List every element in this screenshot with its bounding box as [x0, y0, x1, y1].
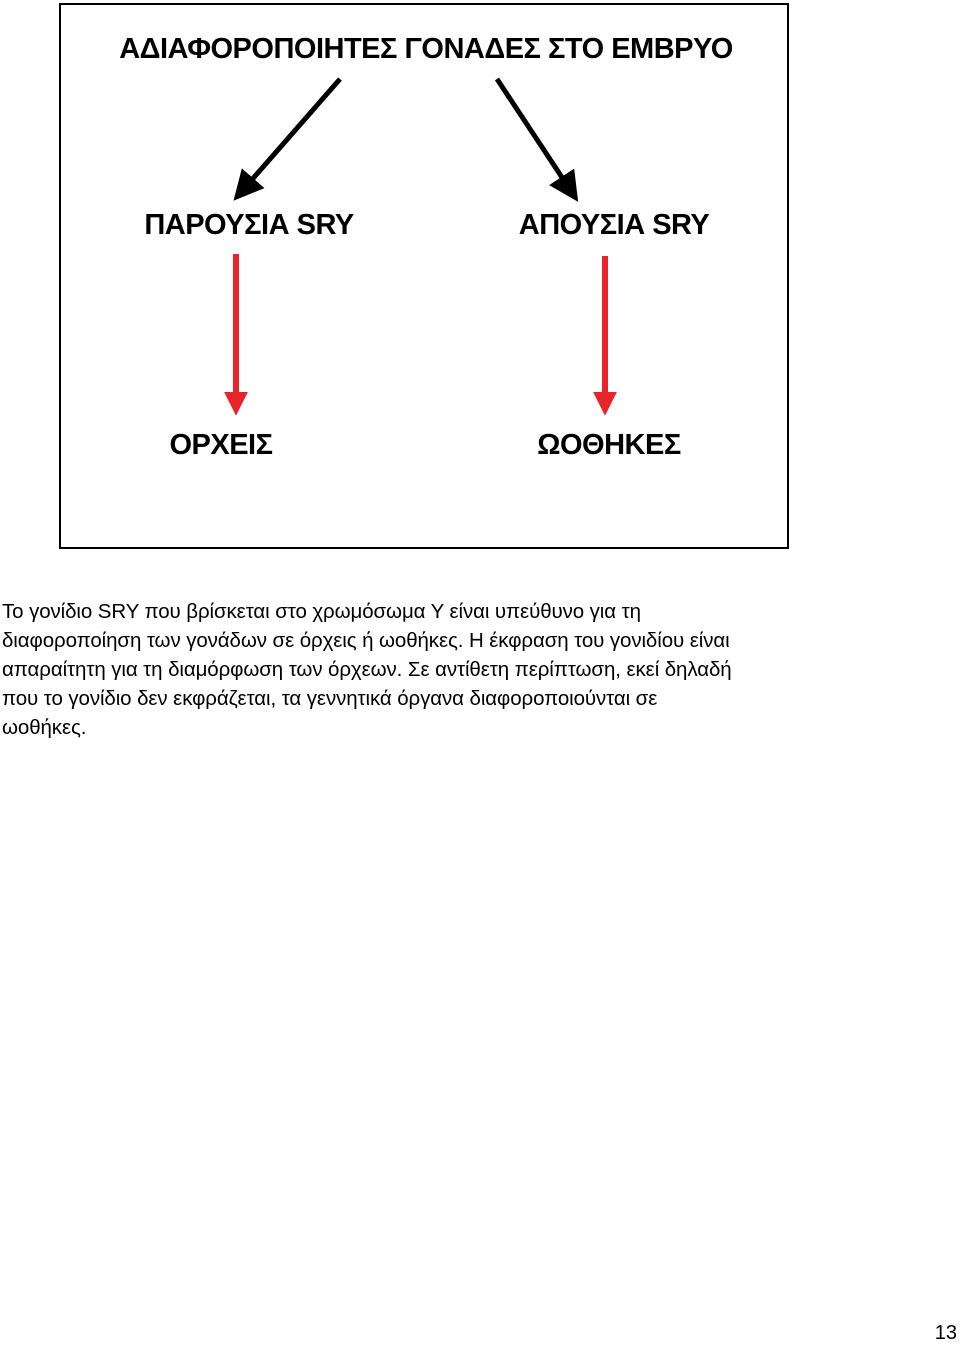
- node-testes: ΟΡΧΕΙΣ: [169, 429, 273, 461]
- arrow-to-presence: [242, 79, 340, 191]
- arrow-to-absence: [497, 79, 571, 191]
- body-paragraph: Το γονίδιο SRY που βρίσκεται στο χρωμόσωμα Υ είναι υπεύθυνο για τη διαφοροποίηση των γονάδων σε όρχεις ή ωοθήκες. Η έκφραση του γονιδίου είναι απαραίτητη για τη διαμόρφωση των όρχεων. Σε αντίθετη περίπτωση, εκεί δηλαδή που το γονίδιο δεν εκφράζεται, τα γεννητικά όργανα διαφοροποιούνται σε ωοθήκες.: [2, 600, 732, 739]
- diagram-slide: [59, 3, 789, 549]
- node-sry-presence: ΠΑΡΟΥΣΙΑ SRY: [144, 209, 354, 241]
- page-number: 13: [934, 1322, 957, 1344]
- diagram-title: ΑΔΙΑΦΟΡΟΠΟΙΗΤΕΣ ΓΟΝΑΔΕΣ ΣΤΟ ΕΜΒΡΥΟ: [119, 33, 733, 65]
- diagram-arrows: [61, 5, 791, 551]
- node-sry-absence: ΑΠΟΥΣΙΑ SRY: [518, 209, 710, 241]
- node-ovaries: ΩΟΘΗΚΕΣ: [537, 429, 681, 461]
